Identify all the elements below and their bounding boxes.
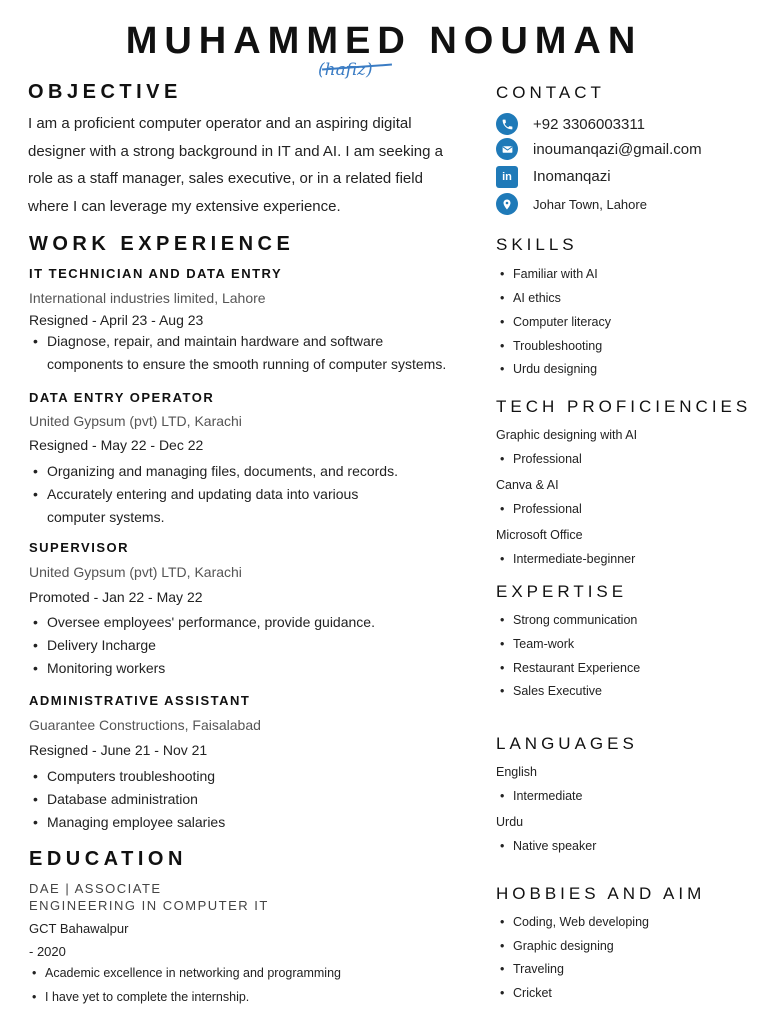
hobby-item: • Coding, Web developing xyxy=(513,915,649,929)
job-bullet: • Computers troubleshooting xyxy=(47,768,215,784)
hobby-item: • Graphic designing xyxy=(513,939,614,953)
work-experience-heading: WORK EXPERIENCE xyxy=(29,233,295,255)
job-role: DATA ENTRY OPERATOR xyxy=(29,390,215,405)
tech-group-name: Graphic designing with AI xyxy=(496,428,638,442)
education-bullet: • I have yet to complete the internship. xyxy=(45,990,249,1004)
education-school: GCT Bahawalpur xyxy=(29,921,129,936)
email-icon xyxy=(496,138,518,160)
skill-item: • Troubleshooting xyxy=(513,339,602,353)
education-degree-continuation: ENGINEERING IN COMPUTER IT xyxy=(29,898,269,913)
job-bullet: • Accurately entering and updating data into various xyxy=(47,486,358,502)
education-heading: EDUCATION xyxy=(29,848,187,870)
hobby-item: • Cricket xyxy=(513,986,552,1000)
education-bullet: • Academic excellence in networking and programming xyxy=(45,966,341,980)
expertise-item: • Restaurant Experience xyxy=(513,661,640,675)
tech-group-name: Microsoft Office xyxy=(496,528,583,542)
expertise-item: • Strong communication xyxy=(513,613,637,627)
tech-group-level: • Professional xyxy=(513,502,582,516)
objective-heading: OBJECTIVE xyxy=(28,81,182,103)
hobby-item: • Traveling xyxy=(513,962,564,976)
job-bullet: • Monitoring workers xyxy=(47,660,165,676)
job-bullet: • Diagnose, repair, and maintain hardware and software xyxy=(47,333,383,349)
location-pin-icon xyxy=(496,193,518,215)
job-bullet: • Organizing and managing files, documents, and records. xyxy=(47,463,398,479)
contact-email[interactable]: inoumanqazi@gmail.com xyxy=(533,141,702,158)
job-bullet-continuation: components to ensure the smooth running of computer systems. xyxy=(47,356,447,372)
job-bullet: • Managing employee salaries xyxy=(47,814,225,830)
language-name: Urdu xyxy=(496,815,524,829)
job-role: ADMINISTRATIVE ASSISTANT xyxy=(29,693,251,708)
contact-heading: CONTACT xyxy=(496,83,605,102)
tech-group-name: Canva & AI xyxy=(496,478,559,492)
expertise-heading: EXPERTISE xyxy=(496,582,628,601)
contact-location: Johar Town, Lahore xyxy=(533,197,647,212)
job-bullet: • Oversee employees' performance, provide guidance. xyxy=(47,614,375,630)
job-company: International industries limited, Lahore xyxy=(29,290,266,306)
job-company: Guarantee Constructions, Faisalabad xyxy=(29,717,261,733)
expertise-item: • Sales Executive xyxy=(513,684,602,698)
job-company: United Gypsum (pvt) LTD, Karachi xyxy=(29,564,242,580)
language-level: • Intermediate xyxy=(513,789,582,803)
skill-item: • AI ethics xyxy=(513,291,561,305)
resume-name: MUHAMMED NOUMAN xyxy=(125,20,643,62)
linkedin-icon: in xyxy=(496,166,518,188)
languages-heading: LANGUAGES xyxy=(496,734,638,753)
education-year: - 2020 xyxy=(29,944,66,959)
job-period: Resigned - April 23 - Aug 23 xyxy=(29,312,204,328)
language-name: English xyxy=(496,765,537,779)
job-role: IT TECHNICIAN AND DATA ENTRY xyxy=(29,266,283,281)
job-role: SUPERVISOR xyxy=(29,540,130,555)
job-bullet: • Delivery Incharge xyxy=(47,637,156,653)
objective-text: I am a proficient computer operator and an aspiring digital designer with a strong background in IT and AI. I am seeking a role as a staff manager, sales executive, or in a related field where I can leverage my extensive experience. xyxy=(28,115,443,215)
skill-item: • Urdu designing xyxy=(513,362,597,376)
skill-item: • Familiar with AI xyxy=(513,267,598,281)
education-degree: DAE | ASSOCIATE xyxy=(29,881,162,896)
contact-phone[interactable]: +92 3306003311 xyxy=(533,116,645,133)
job-company: United Gypsum (pvt) LTD, Karachi xyxy=(29,413,242,429)
language-level: • Native speaker xyxy=(513,839,596,853)
job-period: Promoted - Jan 22 - May 22 xyxy=(29,589,203,605)
job-bullet-continuation: computer systems. xyxy=(47,509,165,525)
job-period: Resigned - June 21 - Nov 21 xyxy=(29,742,208,758)
phone-icon xyxy=(496,113,518,135)
signature: (hafiz) xyxy=(318,60,373,80)
contact-linkedin[interactable]: Inomanqazi xyxy=(533,168,611,185)
job-period: Resigned - May 22 - Dec 22 xyxy=(29,437,204,453)
skill-item: • Computer literacy xyxy=(513,315,611,329)
tech-proficiencies-heading: TECH PROFICIENCIES xyxy=(496,397,752,416)
hobbies-heading: HOBBIES AND AIM xyxy=(496,884,706,903)
expertise-item: • Team-work xyxy=(513,637,574,651)
skills-heading: SKILLS xyxy=(496,235,578,254)
job-bullet: • Database administration xyxy=(47,791,198,807)
tech-group-level: • Intermediate-beginner xyxy=(513,552,635,566)
tech-group-level: • Professional xyxy=(513,452,582,466)
